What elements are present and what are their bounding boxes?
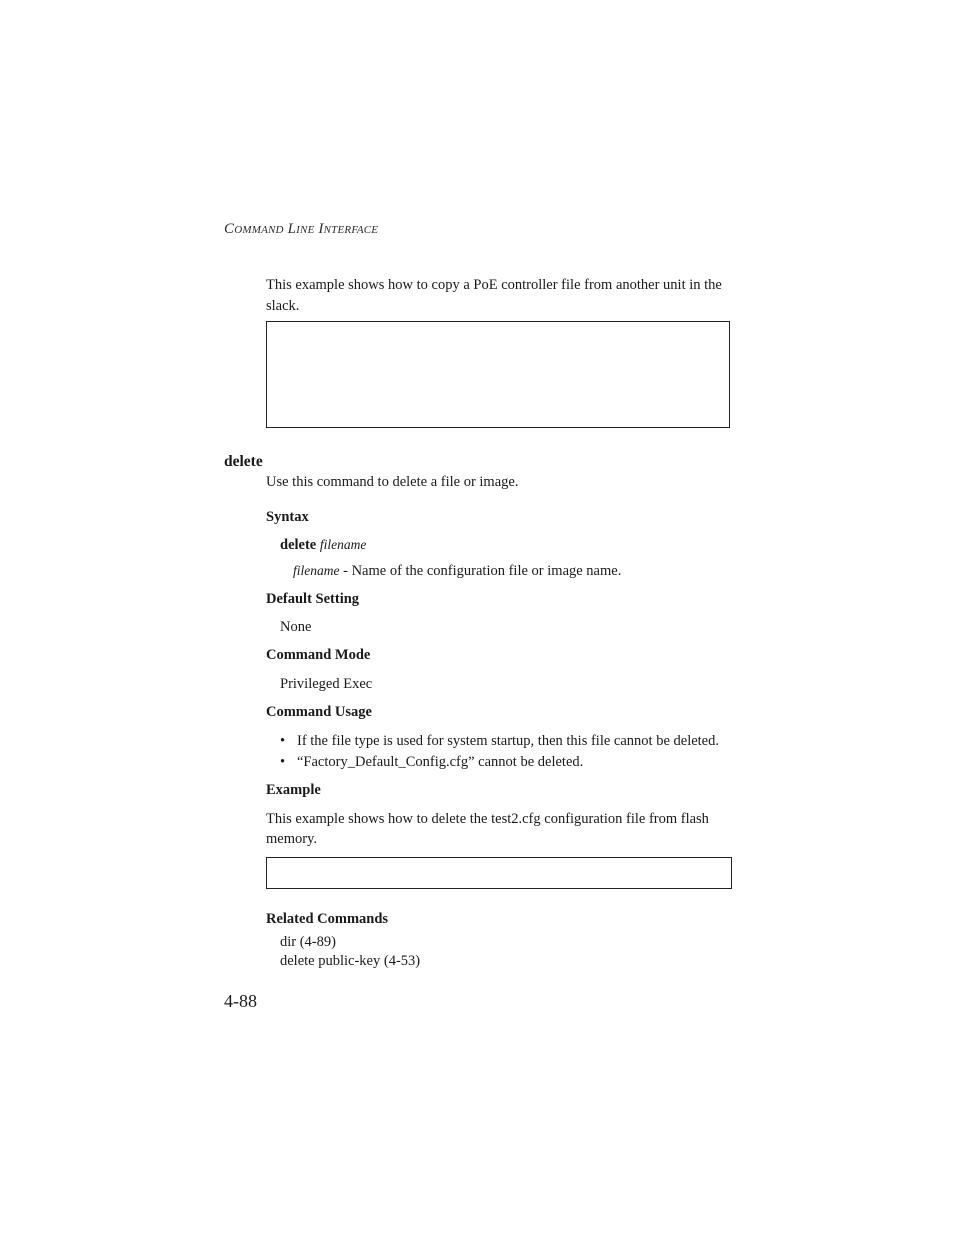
list-item-text: If the file type is used for system startup, then this file cannot be deleted.: [297, 733, 719, 749]
command-usage-heading: Command Usage: [266, 704, 372, 720]
command-description: Use this command to delete a file or image.: [266, 474, 519, 490]
syntax-line: [280, 537, 366, 554]
list-item-text: “Factory_Default_Config.cfg” cannot be deleted.: [297, 754, 584, 770]
related-command-link[interactable]: delete public-key (4-53): [280, 953, 421, 969]
related-commands-heading: Related Commands: [266, 911, 389, 927]
command-mode-heading: Command Mode: [266, 647, 371, 663]
example-description: This example shows how to delete the test2.cfg configuration file from flash memory.: [266, 811, 709, 847]
code-example-box-poe-copy: [266, 321, 730, 428]
list-item: [280, 752, 719, 773]
page-number: 4-88: [224, 991, 257, 1011]
related-commands-list: [280, 933, 420, 971]
example-heading: Example: [266, 782, 321, 798]
default-setting-heading: Default Setting: [266, 591, 360, 607]
code-example-box-delete: [266, 857, 732, 889]
list-item: [280, 731, 719, 752]
parameter-name: filename: [293, 563, 340, 578]
default-setting-value: None: [280, 619, 312, 635]
syntax-argument: filename: [319, 537, 367, 552]
running-head: Command Line Interface: [224, 221, 379, 237]
bullet-icon: •: [280, 733, 286, 749]
syntax-parameter: [293, 563, 621, 580]
syntax-keyword: delete: [280, 537, 317, 553]
parameter-description: - Name of the configuration file or image name.: [339, 563, 622, 579]
intro-paragraph: This example shows how to copy a PoE controller file from another unit in the slack.: [266, 277, 722, 314]
related-command-link[interactable]: dir (4-89): [280, 934, 336, 950]
command-usage-list: [280, 731, 719, 773]
syntax-heading: Syntax: [266, 509, 309, 525]
command-mode-value: Privileged Exec: [280, 676, 373, 692]
command-title: delete: [224, 453, 263, 470]
bullet-icon: •: [280, 754, 286, 770]
